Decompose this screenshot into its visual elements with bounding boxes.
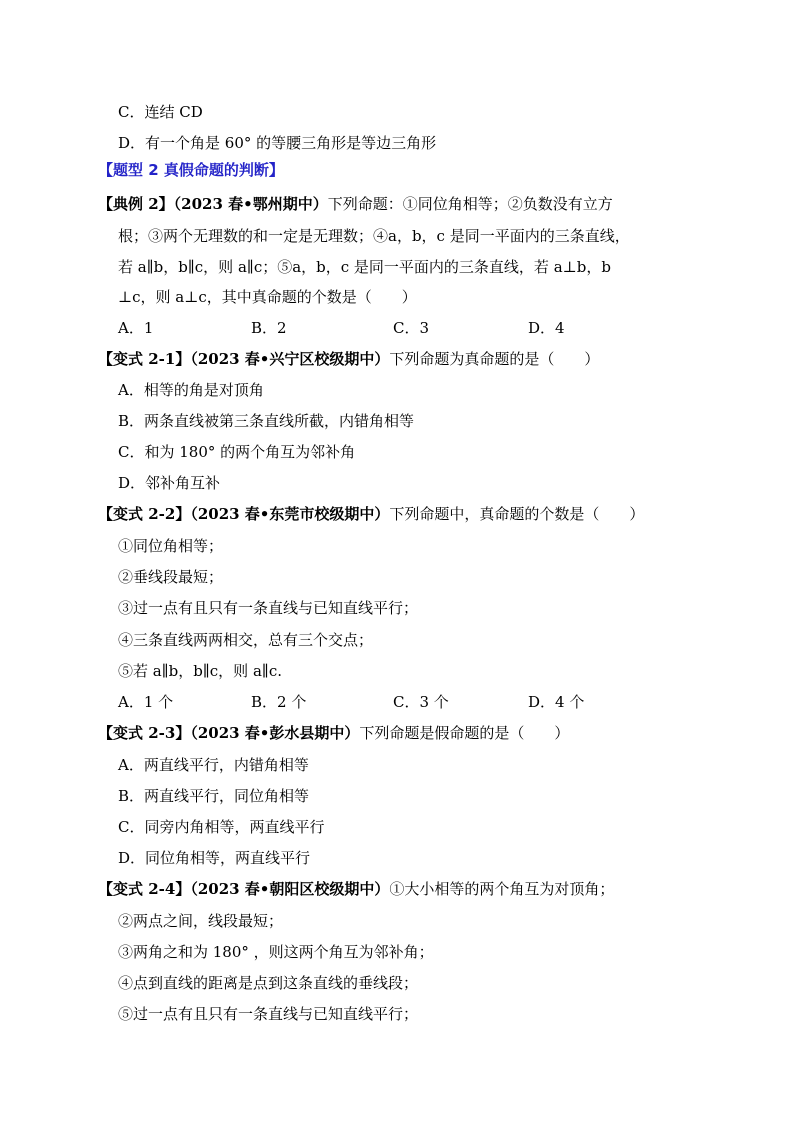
example-2-line-1 — [98, 193, 613, 215]
variant-2-2-stem — [98, 503, 644, 525]
option-b: B．两直线平行，同位角相等 — [118, 787, 310, 805]
option-c: C．和为 180° 的两个角互为邻补角 — [118, 443, 356, 461]
statement-3: ③两角之和为 180° ，则这两个角互为邻补角； — [118, 943, 434, 961]
statement-1: ①同位角相等； — [118, 537, 224, 555]
section-heading: 【题型 2 真假命题的判断】 — [98, 161, 284, 179]
option-a: A．1 个 — [118, 693, 174, 711]
variant-2-1-stem — [98, 348, 599, 370]
question-text: 下列命题是假命题的是（ ） — [359, 724, 570, 742]
question-source: （2023 春•兴宁区校级期中） — [190, 350, 390, 368]
statement-2: ②两点之间，线段最短； — [118, 912, 284, 930]
variant-tag: 【变式 2-1】 — [98, 350, 191, 368]
option-c: C．3 — [393, 319, 430, 337]
option-d: D．邻补角互补 — [118, 474, 221, 492]
statement-3: ③过一点有且只有一条直线与已知直线平行； — [118, 599, 419, 617]
example-2-line-4: ⊥c，则 a⊥c，其中真命题的个数是（ ） — [118, 288, 417, 306]
statement-2: ②垂线段最短； — [118, 568, 224, 586]
option-d: D．同位角相等，两直线平行 — [118, 849, 311, 867]
option-b: B．2 个 — [251, 693, 307, 711]
option-b: B．两条直线被第三条直线所截，内错角相等 — [118, 412, 415, 430]
option-c: C．3 个 — [393, 693, 449, 711]
example-2-line-2: 根；③两个无理数的和一定是无理数；④a，b，c 是同一平面内的三条直线， — [118, 227, 630, 245]
question-text: ①大小相等的两个角互为对顶角； — [389, 880, 615, 898]
variant-2-3-stem — [98, 722, 569, 744]
variant-tag: 【变式 2-2】 — [98, 505, 191, 523]
option-c: C．同旁内角相等，两直线平行 — [118, 818, 325, 836]
question-text: 下列命题中，真命题的个数是（ ） — [389, 505, 645, 523]
option-a: A．相等的角是对顶角 — [118, 381, 264, 399]
option-d: D．有一个角是 60° 的等腰三角形是等边三角形 — [118, 134, 437, 152]
question-source: （2023 春•朝阳区校级期中） — [190, 880, 390, 898]
option-d: D．4 — [528, 319, 565, 337]
question-source: （2023 春•彭水县期中） — [190, 724, 360, 742]
option-d: D．4 个 — [528, 693, 585, 711]
statement-5: ⑤过一点有且只有一条直线与已知直线平行； — [118, 1005, 419, 1023]
question-text: 下列命题为真命题的是（ ） — [389, 350, 600, 368]
question-source: （2023 春•鄂州期中） — [173, 195, 328, 213]
statement-4: ④点到直线的距离是点到这条直线的垂线段； — [118, 974, 419, 992]
variant-2-4-stem — [98, 878, 614, 900]
statement-4: ④三条直线两两相交，总有三个交点； — [118, 631, 374, 649]
example-tag: 【典例 2】 — [98, 195, 174, 213]
question-text: 下列命题：①同位角相等；②负数没有立方 — [327, 195, 613, 213]
option-a: A．两直线平行，内错角相等 — [118, 756, 309, 774]
example-2-options — [118, 317, 638, 339]
option-a: A．1 — [118, 319, 154, 337]
question-source: （2023 春•东莞市校级期中） — [190, 505, 390, 523]
variant-tag: 【变式 2-4】 — [98, 880, 191, 898]
variant-2-2-options — [118, 691, 638, 713]
option-b: B．2 — [251, 319, 287, 337]
option-c: C．连结 CD — [118, 103, 203, 121]
statement-5: ⑤若 a∥b，b∥c，则 a∥c. — [118, 662, 282, 680]
variant-tag: 【变式 2-3】 — [98, 724, 191, 742]
example-2-line-3: 若 a∥b，b∥c，则 a∥c；⑤a，b，c 是同一平面内的三条直线，若 a⊥b，b — [118, 258, 611, 276]
